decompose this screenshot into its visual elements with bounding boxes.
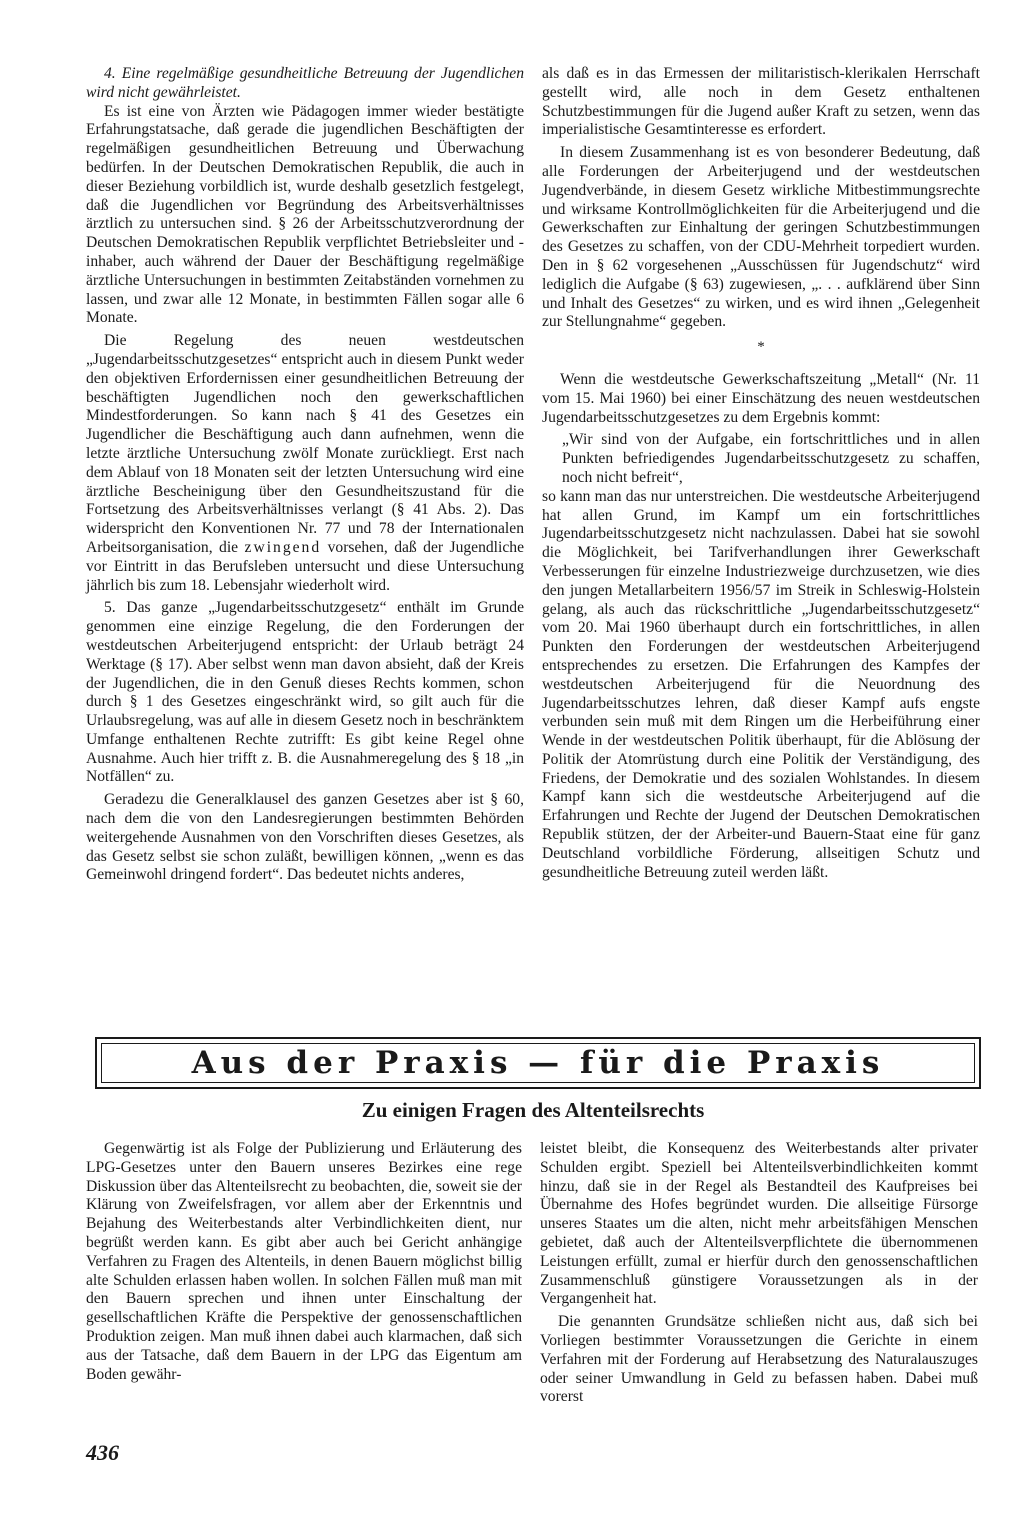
section-banner bbox=[95, 1037, 981, 1089]
block-quote: „Wir sind von der Aufgabe, ein fortschrittliches und in allen Punkten befriedigendes Jugendarbeitsschutzgesetz zu schaffen, noch nicht befreit“, bbox=[562, 431, 980, 486]
paragraph: In diesem Zusammenhang ist es von besonderer Bedeutung, daß alle Forderungen der Arbeiterjugend und der westdeutschen Jugendverbände, in diesem Gesetz wirkliche Mitbestimmungsrechte und wirksame Kontrollmöglichkeiten für die Arbeiterjugend und die Gewerkschaften zur Einhaltung der geringen Schutzbestimmungen des Gesetzes zu schaffen, von der CDU-Mehrheit torpediert wurden. Den in § 62 vorgesehenen „Ausschüssen für Jugendschutz“ wird lediglich die Aufgabe (§ 63) zugewiesen, „. . . aufklärend über Sinn und Inhalt des Gesetzes“ zu wirken, und es wird ihnen „Gelegenheit zur Stellungnahme“ gegeben. bbox=[542, 144, 980, 331]
spaced-word: zwingend bbox=[244, 538, 322, 556]
section-title: Aus der Praxis — für die Praxis bbox=[191, 1045, 885, 1081]
section-separator-asterisk: * bbox=[757, 339, 765, 356]
paragraph: so kann man das nur unterstreichen. Die westdeutsche Arbeiterjugend hat allen Grund, im Kampf um ein fortschrittliches Jugendarbeitsschutzgesetz nicht nachzulassen. Dabei hat sie sowohl die Möglichkeit, bei Tarifverhandlungen ihrer Gewerkschaft Verbesserungen für einzelne Industriezweige durchzusetzen, wie dies den jungen Metallarbeitern 1956/57 im Streik in Schleswig-Holstein gelang, als auch das rückschrittliche „Jugendarbeitsschutzgesetz“ vom 20. Mai 1960 überhaupt durch ein fortschrittliches, in allen Punkten den Forderungen der westdeutschen Arbeiterjugend entsprechendes zu ersetzen. Die Erfahrungen des Kampfes der westdeutschen Arbeiterjugend für die Neuordnung des Jugendarbeitsschutzes lehren, daß dieser Kampf aufs engste verbunden sein muß mit dem Ringen um die Herbeiführung einer Wende in der westdeutschen Politik überhaupt, für die Ablösung der Politik der Atomrüstung durch eine Politik der Verständigung, des Friedens, der Demokratie und des sozialen Wohlstandes. In diesem Kampf kann sich die westdeutsche Arbeiterjugend auf die Erfahrungen und Rechte der Jugend der Deutschen Demokratischen Republik stützen, der der Arbeiter-und Bauern-Staat eine für ganz Deutschland vorbildliche Förderung, allseitigen Schutz und gesundheitliche Betreuung zuteil werden läßt. bbox=[542, 487, 980, 881]
page-number: 436 bbox=[86, 1440, 119, 1465]
paragraph-text: Die Regelung des neuen westdeutschen „Jugendarbeitsschutzgesetzes“ entspricht auch in diesem Punkt weder den objektiven Erfordernissen einer gesundheitlichen Betreuung der beschäftigten Jugendlichen noch den gewerkschaftlichen Mindestforderungen. So kann nach § 41 des Gesetzes ein Jugendlicher die Beschäftigung auch dann aufnehmen, wenn die letzte ärztliche Untersuchung zwölf Monate zurückliegt. Erst nach dem Ablauf von 18 Monaten seit der letzten Untersuchung wird eine ärztliche Bescheinigung über den Gesundheitszustand für die Fortsetzung des Arbeitsverhältnisses verlangt (§ 41 Abs. 2). Das widerspricht den Konventionen Nr. 77 und 78 der Internationalen Arbeitsorganisation, die bbox=[86, 332, 524, 556]
column-right-top bbox=[542, 65, 980, 882]
column-left-bottom bbox=[86, 1140, 522, 1384]
paragraph: leistet bleibt, die Konsequenz des Weiterbestands alter privater Schulden ergibt. Speziell bei Altenteilsverbindlichkeiten kommt hinzu, daß sie in der Regel als Bestandteil des Kaufpreises bei Übernahme des Hofes begründet wurden. Die allseitige Fürsorge unseres Staates um die alten, nicht mehr arbeitsfähigen Menschen gebietet, daß auch der Altenteilsverpflichtete die übernommenen Leistungen erfüllt, zumal er hierfür durch den genossenschaftlichen Zusammenschluß günstigere Voraussetzungen als in der Vergangenheit hat. bbox=[540, 1140, 978, 1308]
paragraph bbox=[86, 332, 524, 595]
point4-heading: 4. Eine regelmäßige gesundheitliche Betreuung der Jugendlichen wird nicht gewährleistet. bbox=[86, 65, 524, 101]
article-title: Zu einigen Fragen des Altenteilsrechts bbox=[361, 1098, 705, 1122]
paragraph: Wenn die westdeutsche Gewerkschaftszeitung „Metall“ (Nr. 11 vom 15. Mai 1960) bei einer Einschätzung des neuen westdeutschen Jugendarbeitsschutzgesetzes zu dem Ergebnis kommt: bbox=[542, 370, 980, 426]
paragraph: Gegenwärtig ist als Folge der Publizierung und Erläuterung des LPG-Gesetzes unter den Bauern unseres Bezirkes eine rege Diskussion über das Altenteilsrecht zu beobachten, die, soweit sie der Klärung von Zweifelsfragen, vor allem aber der Erkenntnis und Bejahung des Weiterbestands alter Verbindlichkeiten dient, nur begrüßt werden kann. Es gibt aber auch bei Gericht anhängige Verfahren zu Fragen des Altenteils, in denen Bauern möglichst billig alte Schulden erlassen haben wollen. In solchen Fällen muß man mit den Bauern sprechen und ihnen unter Einschaltung der gesellschaftlichen Kräfte die Perspektive der genossenschaftlichen Produktion zeigen. Man muß ihnen dabei auch klarmachen, daß sich aus der Tatsache, daß dem Bauern in der LPG das Eigentum am Boden gewähr- bbox=[86, 1140, 522, 1383]
paragraph: Geradezu die Generalklausel des ganzen Gesetzes aber ist § 60, nach dem die von den Landesregierungen bestimmten Behörden weitergehende Ausnahmen von den Vorschriften dieses Gesetzes, als das Gesetz selbst sie schon zuläßt, bewilligen können, „wenn es das Gemeinwohl dringend fordert“. Das bedeutet nichts anderes, bbox=[86, 791, 524, 884]
paragraph-text: vorsehen, daß der Jugendliche vor Eintritt in das Berufsleben untersucht und diese Untersuchung jährlich bis zum 18. Lebensjahr wiederholt wird. bbox=[86, 538, 524, 594]
paragraph: Die genannten Grundsätze schließen nicht aus, daß sich bei Vorliegen bestimmter Voraussetzungen die Gerichte in einem Verfahren mit der Forderung auf Herabsetzung des Naturalauszuges oder seiner Umwandlung in Geld zu befassen haben. Dabei muß vorerst bbox=[540, 1313, 978, 1406]
column-right-bottom bbox=[540, 1140, 978, 1407]
paragraph: als daß es in das Ermessen der militaristisch-klerikalen Herrschaft gestellt wird, alle noch in dem Gesetz enthaltenen Schutzbestimmungen für die Jugend außer Kraft zu setzen, wenn das imperialistische Gesamtinteresse es erfordert. bbox=[542, 65, 980, 139]
paragraph: 5. Das ganze „Jugendarbeitsschutzgesetz“ enthält im Grunde genommen eine einzige Regelung, die den Forderungen der westdeutschen Arbeiterjugend entspricht: der Urlaub beträgt 24 Werktage (§ 17). Aber selbst wenn man davon absieht, daß der Kreis der Jugendlichen, die in den Genuß dieses Rechts kommen, schon durch § 1 des Gesetzes eingeschränkt wird, so gilt auch für die Urlaubsregelung, was auf alle in diesem Gesetz noch in beschränktem Umfange enthaltenen Rechte zutrifft: Es gibt keine Regel ohne Ausnahme. Auch hier trifft z. B. die Ausnahmeregelung des § 18 „in Notfällen“ zu. bbox=[86, 599, 524, 786]
column-left-top bbox=[86, 65, 524, 885]
paragraph: Es ist eine von Ärzten wie Pädagogen immer wieder bestätigte Erfahrungstatsache, daß gerade die jugendlichen Beschäftigten der regelmäßigen gesundheitlichen Betreuung und Überwachung bedürfen. In der Deutschen Demokratischen Republik, die auch in dieser Beziehung vorbildlich ist, wurde deshalb gesetzlich festgelegt, daß die Jugendlichen vor Begründung des Arbeitsverhältnisses ärztlich zu untersuchen sind. § 26 der Arbeitsschutzverordnung der Deutschen Demokratischen Republik verpflichtet Betriebsleiter und -inhaber, auch während der Dauer der Beschäftigung regelmäßige ärztliche Untersuchungen in bestimmten Zeitabständen vornehmen zu lassen, und zwar alle 12 Monate, in bestimmten Fällen sogar alle 6 Monate. bbox=[86, 102, 524, 327]
